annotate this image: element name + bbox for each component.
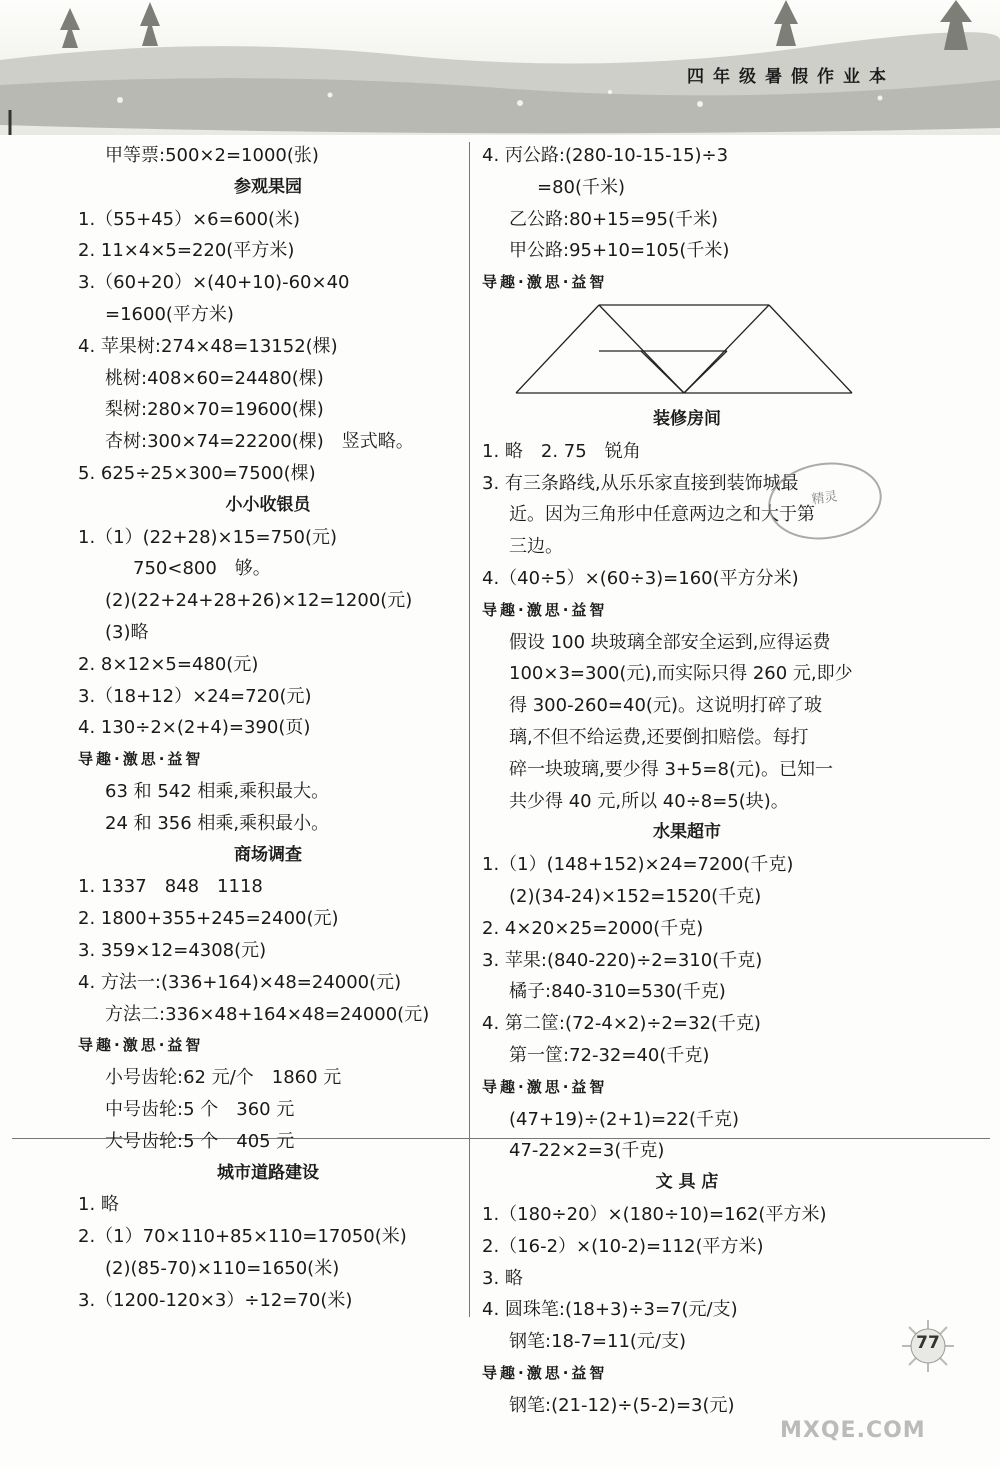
answer-line: 1. 略: [78, 1194, 119, 1216]
answer-line: 47-22×2=3(千克): [509, 1140, 665, 1162]
answer-line: (3)略: [105, 621, 149, 643]
bonus-subheading: 导趣·激思·益智: [482, 1363, 608, 1382]
answer-line: 1.（1）(148+152)×24=7200(千克): [482, 854, 794, 876]
answer-line: 1. 1337 848 1118: [78, 876, 263, 898]
answer-line: 63 和 542 相乘,乘积最大。: [105, 780, 330, 802]
answer-line: 4. 130÷2×(2+4)=390(页): [78, 717, 311, 739]
bonus-subheading: 导趣·激思·益智: [78, 750, 204, 769]
answer-line: 3. 略: [482, 1267, 523, 1289]
watermark: MXQE.COM: [780, 1418, 926, 1443]
answer-line: 方法二:336×48+164×48=24000(元): [105, 1003, 430, 1025]
answer-line: 乙公路:80+15=95(千米): [509, 208, 718, 230]
answer-line: 4. 方法一:(336+164)×48=24000(元): [78, 971, 402, 993]
answer-line: 24 和 356 相乘,乘积最小。: [105, 812, 330, 834]
answer-line: 3.（60+20）×(40+10)-60×40: [78, 272, 350, 294]
section-heading: 商场调查: [234, 844, 302, 865]
section-heading: 小小收银员: [225, 494, 311, 515]
answer-line: 1.（180÷20）×(180÷10)=162(平方米): [482, 1203, 827, 1225]
answer-line: 4. 丙公路:(280-10-15-15)÷3: [482, 145, 729, 166]
answer-line: (47+19)÷(2+1)=22(千克): [509, 1108, 740, 1130]
answer-line: 甲等票:500×2=1000(张): [105, 145, 319, 166]
answer-line: 梨树:280×70=19600(棵): [105, 399, 324, 421]
bonus-subheading: 导趣·激思·益智: [78, 1036, 204, 1055]
answer-line: =1600(平方米): [105, 303, 234, 325]
answer-line: 4. 苹果树:274×48=13152(棵): [78, 335, 338, 357]
answer-line: 钢笔:18-7=11(元/支): [509, 1331, 687, 1353]
answer-line: 2.（16-2）×(10-2)=112(平方米): [482, 1235, 764, 1257]
bonus-subheading: 导趣·激思·益智: [482, 600, 608, 619]
answer-line: 共少得 40 元,所以 40÷8=5(块)。: [509, 790, 789, 812]
answer-line: 璃,不但不给运费,还要倒扣赔偿。每打: [509, 726, 809, 748]
answer-line: 3.（18+12）×24=720(元): [78, 685, 312, 707]
left-column: [78, 140, 458, 1316]
answer-line: 2. 4×20×25=2000(千克): [482, 917, 704, 939]
column-divider: [469, 142, 470, 1317]
section-heading: 文 具 店: [655, 1172, 719, 1193]
answer-line: 大号齿轮:5 个 405 元: [105, 1130, 295, 1152]
answer-line: 1.（1）(22+28)×15=750(元): [78, 526, 338, 548]
book-title: 四年级暑假作业本: [687, 67, 895, 87]
figure-segment: [684, 351, 727, 393]
stamp: 精灵: [763, 455, 886, 546]
answer-line: 3.（1200-120×3）÷12=70(米): [78, 1289, 353, 1311]
figure-segment: [769, 305, 852, 393]
answer-line: 1. 略 2. 75 锐角: [482, 440, 641, 462]
figure-segment: [516, 305, 599, 393]
answer-line: (2)(34-24)×152=1520(千克): [509, 885, 762, 907]
answer-line: 三边。: [509, 536, 563, 558]
section-heading: 水果超市: [653, 822, 721, 843]
answer-line: 2. 1800+355+245=2400(元): [78, 908, 339, 930]
answer-line: 4. 第二筐:(72-4×2)÷2=32(千克): [482, 1013, 761, 1035]
answer-line: 得 300-260=40(元)。这说明打碎了玻: [509, 695, 822, 717]
answer-line: 2. 11×4×5=220(平方米): [78, 240, 295, 262]
answer-line: 小号齿轮:62 元/个 1860 元: [105, 1067, 342, 1089]
figure-segment: [641, 351, 684, 393]
answer-line: 中号齿轮:5 个 360 元: [105, 1098, 295, 1120]
answer-line: 钢笔:(21-12)÷(5-2)=3(元): [509, 1394, 735, 1416]
answer-line: 2. 8×12×5=480(元): [78, 653, 259, 675]
answer-line: (2)(22+24+28+26)×12=1200(元): [105, 590, 413, 612]
answer-line: 甲公路:95+10=105(千米): [509, 240, 730, 262]
answer-line: 第一筐:72-32=40(千克): [509, 1044, 710, 1066]
answer-line: 3. 有三条路线,从乐乐家直接到装饰城最: [482, 472, 799, 494]
answer-line: 碎一块玻璃,要少得 3+5=8(元)。已知一: [509, 758, 834, 780]
answer-line: 2.（1）70×110+85×110=17050(米): [78, 1226, 407, 1248]
answer-line: 4. 圆珠笔:(18+3)÷3=7(元/支): [482, 1299, 738, 1321]
trapezoid-figure: [514, 303, 854, 398]
answer-line: 1.（55+45）×6=600(米): [78, 208, 301, 230]
answer-line: 近。因为三角形中任意两边之和大于第: [509, 504, 815, 526]
section-heading: 参观果园: [234, 176, 302, 197]
answer-line: 假设 100 块玻璃全部安全运到,应得运费: [509, 631, 831, 653]
answer-line: 3. 苹果:(840-220)÷2=310(千克): [482, 949, 763, 971]
answer-line: 桃树:408×60=24480(棵): [105, 367, 324, 389]
right-column: [482, 140, 892, 1421]
answer-line: 5. 625÷25×300=7500(棵): [78, 462, 316, 484]
answer-line: 100×3=300(元),而实际只得 260 元,即少: [509, 663, 853, 685]
answer-line: =80(千米): [537, 176, 626, 198]
section-heading: 城市道路建设: [217, 1162, 319, 1183]
answer-line: 橘子:840-310=530(千克): [509, 981, 726, 1003]
answer-line: (2)(85-70)×110=1650(米): [105, 1257, 340, 1279]
section-heading: 装修房间: [653, 408, 721, 429]
answer-line: 750<800 够。: [133, 558, 271, 580]
answer-line: 4.（40÷5）×(60÷3)=160(平方分米): [482, 567, 799, 589]
bonus-subheading: 导趣·激思·益智: [482, 273, 608, 292]
page-number: 77: [916, 1333, 940, 1353]
bonus-subheading: 导趣·激思·益智: [482, 1077, 608, 1096]
answer-line: 3. 359×12=4308(元): [78, 939, 267, 961]
answer-line: 杏树:300×74=22200(棵) 竖式略。: [105, 431, 414, 453]
